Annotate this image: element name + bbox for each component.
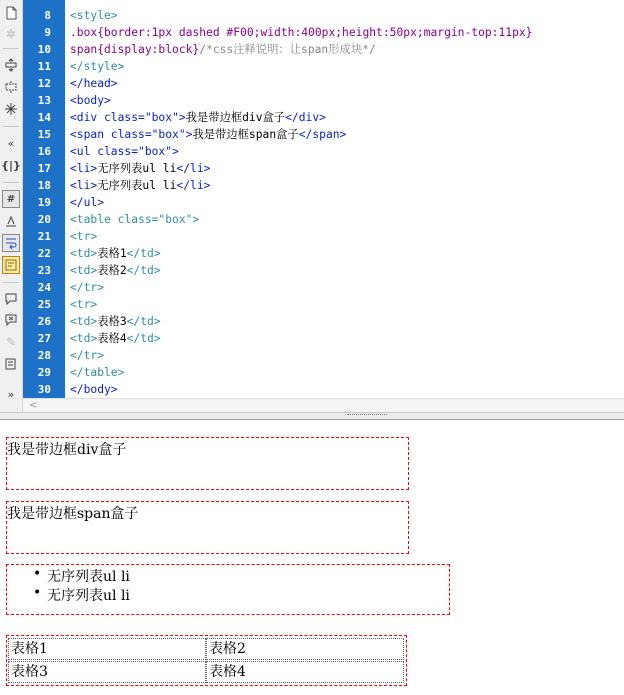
bullet: • [33, 585, 42, 601]
line-number: 19 [37, 196, 51, 209]
table-cell[interactable]: 表格2 [206, 638, 404, 660]
code-token: <li> [70, 162, 98, 175]
table-cell[interactable]: 表格3 [8, 661, 206, 683]
code-token: <li> [70, 179, 98, 192]
line-number: 17 [37, 162, 51, 175]
bullet: • [33, 566, 42, 582]
code-token: <tr> [70, 298, 98, 311]
collapse-tag-icon[interactable] [2, 56, 20, 74]
design-view[interactable] [0, 420, 624, 695]
line-number: 11 [37, 60, 51, 73]
code-line [70, 160, 210, 177]
code-token: span{display:block} [70, 43, 200, 56]
line-number: 10 [37, 43, 51, 56]
horizontal-scrollbar[interactable] [23, 398, 624, 412]
line-number: 24 [37, 281, 51, 294]
code-line [70, 262, 161, 279]
code-line [70, 381, 118, 398]
code-line [70, 177, 210, 194]
list-item [33, 566, 130, 586]
code-text: 表格4 [97, 332, 127, 345]
balance-braces-icon[interactable]: {|} [1, 158, 21, 172]
code-token: <td> [70, 247, 98, 260]
code-token: .box{border:1px dashed #F00;width:400px;height:50px;margin-top:11px} [70, 26, 533, 39]
apply-comment-icon[interactable] [2, 290, 20, 308]
code-line [70, 245, 161, 262]
code-line [70, 109, 326, 126]
code-token: </span> [298, 128, 347, 141]
code-token: </style> [70, 60, 125, 73]
scroll-left-icon[interactable]: < [29, 400, 38, 411]
table-cell[interactable]: 表格4 [206, 661, 404, 683]
line-number: 13 [37, 94, 51, 107]
list-item [33, 585, 130, 605]
line-number: 21 [37, 230, 51, 243]
line-number: 15 [37, 128, 51, 141]
gear-icon[interactable]: ✲ [5, 27, 17, 41]
collapse-selection-icon[interactable] [2, 78, 20, 96]
highlight-invalid-code-icon[interactable] [2, 212, 20, 230]
code-token: </li> [176, 179, 211, 192]
div-box[interactable] [6, 437, 409, 490]
code-token: </div> [285, 111, 326, 124]
split-view-divider[interactable] [0, 412, 624, 420]
code-text: 表格2 [97, 264, 127, 277]
code-text: 表格1 [97, 247, 127, 260]
code-line [70, 279, 104, 296]
code-line [70, 58, 124, 75]
line-number: 22 [37, 247, 51, 260]
code-token: </head> [70, 77, 118, 90]
code-token: <td> [70, 332, 98, 345]
code-line [70, 228, 97, 245]
code-token: </td> [126, 264, 161, 277]
list-item-text: 无序列表ul li [47, 569, 130, 585]
code-token: <table class="box"> [70, 213, 200, 226]
code-token: </tr> [70, 349, 105, 362]
syntax-coloring-icon[interactable] [2, 256, 20, 274]
code-token: <div class="box"> [70, 111, 186, 124]
table-cell[interactable]: 表格1 [8, 638, 206, 660]
line-number: 14 [37, 111, 51, 124]
code-line [70, 7, 118, 24]
code-token: </td> [126, 332, 161, 345]
code-token: </body> [70, 383, 118, 396]
line-number-gutter [23, 0, 65, 398]
code-text: 表格3 [97, 315, 127, 328]
line-number: 16 [37, 145, 51, 158]
span-box[interactable] [6, 501, 409, 554]
code-line [70, 143, 179, 160]
select-parent-tag-icon[interactable]: « [7, 136, 15, 150]
line-number: 30 [37, 383, 51, 396]
line-number: 18 [37, 179, 51, 192]
code-line [70, 92, 111, 109]
line-numbers-icon[interactable]: # [2, 190, 20, 208]
remove-comment-icon[interactable] [2, 311, 20, 329]
line-number: 29 [37, 366, 51, 379]
code-token: <td> [70, 315, 98, 328]
code-line [70, 330, 161, 347]
code-text: 我是带边框div盒子 [185, 111, 286, 124]
line-number: 9 [44, 26, 51, 39]
code-line [70, 126, 346, 143]
code-token: </table> [70, 366, 125, 379]
more-icon[interactable]: » [7, 387, 15, 401]
list-item-text: 无序列表ul li [47, 588, 130, 604]
code-text: 无序列表ul li [97, 162, 177, 175]
code-text: 我是带边框span盒子 [192, 128, 299, 141]
word-wrap-icon[interactable] [2, 234, 20, 252]
line-number: 12 [37, 77, 51, 90]
expand-all-icon[interactable] [2, 100, 20, 118]
code-token: <tr> [70, 230, 98, 243]
code-text-area[interactable] [70, 0, 624, 398]
code-token: </td> [126, 247, 161, 260]
code-token: </td> [126, 315, 161, 328]
line-number: 8 [44, 9, 51, 22]
code-line [70, 347, 104, 364]
code-token: <style> [70, 9, 118, 22]
code-line [70, 24, 533, 41]
line-number: 20 [37, 213, 51, 226]
code-line [70, 211, 199, 228]
code-line [70, 364, 124, 381]
recent-snippets-icon[interactable] [2, 355, 20, 373]
coding-toolbar [0, 0, 23, 412]
code-line [70, 313, 161, 330]
code-comment: /*css注释说明：让span形成块*/ [199, 43, 376, 56]
line-number: 26 [37, 315, 51, 328]
drag-handle[interactable] [347, 414, 387, 417]
table-box[interactable] [6, 635, 407, 686]
line-number: 23 [37, 264, 51, 277]
code-token: </ul> [70, 196, 105, 209]
code-line [70, 296, 97, 313]
code-token: <ul class="box"> [70, 145, 179, 158]
code-text: 无序列表ul li [97, 179, 177, 192]
wrap-tag-icon[interactable]: ✎ [5, 335, 17, 349]
div-box-text: 我是带边框div盒子 [7, 442, 127, 458]
ul-box[interactable] [6, 564, 450, 615]
code-token: </tr> [70, 281, 105, 294]
line-number: 28 [37, 349, 51, 362]
open-documents-icon[interactable] [2, 4, 20, 22]
line-number: 25 [37, 298, 51, 311]
code-token: <td> [70, 264, 98, 277]
span-box-text: 我是带边框span盒子 [7, 506, 139, 522]
code-line [70, 194, 104, 211]
code-token: </li> [176, 162, 211, 175]
line-number: 27 [37, 332, 51, 345]
code-token: <span class="box"> [70, 128, 193, 141]
code-line [70, 41, 376, 58]
code-token: <body> [70, 94, 111, 107]
code-line [70, 75, 118, 92]
